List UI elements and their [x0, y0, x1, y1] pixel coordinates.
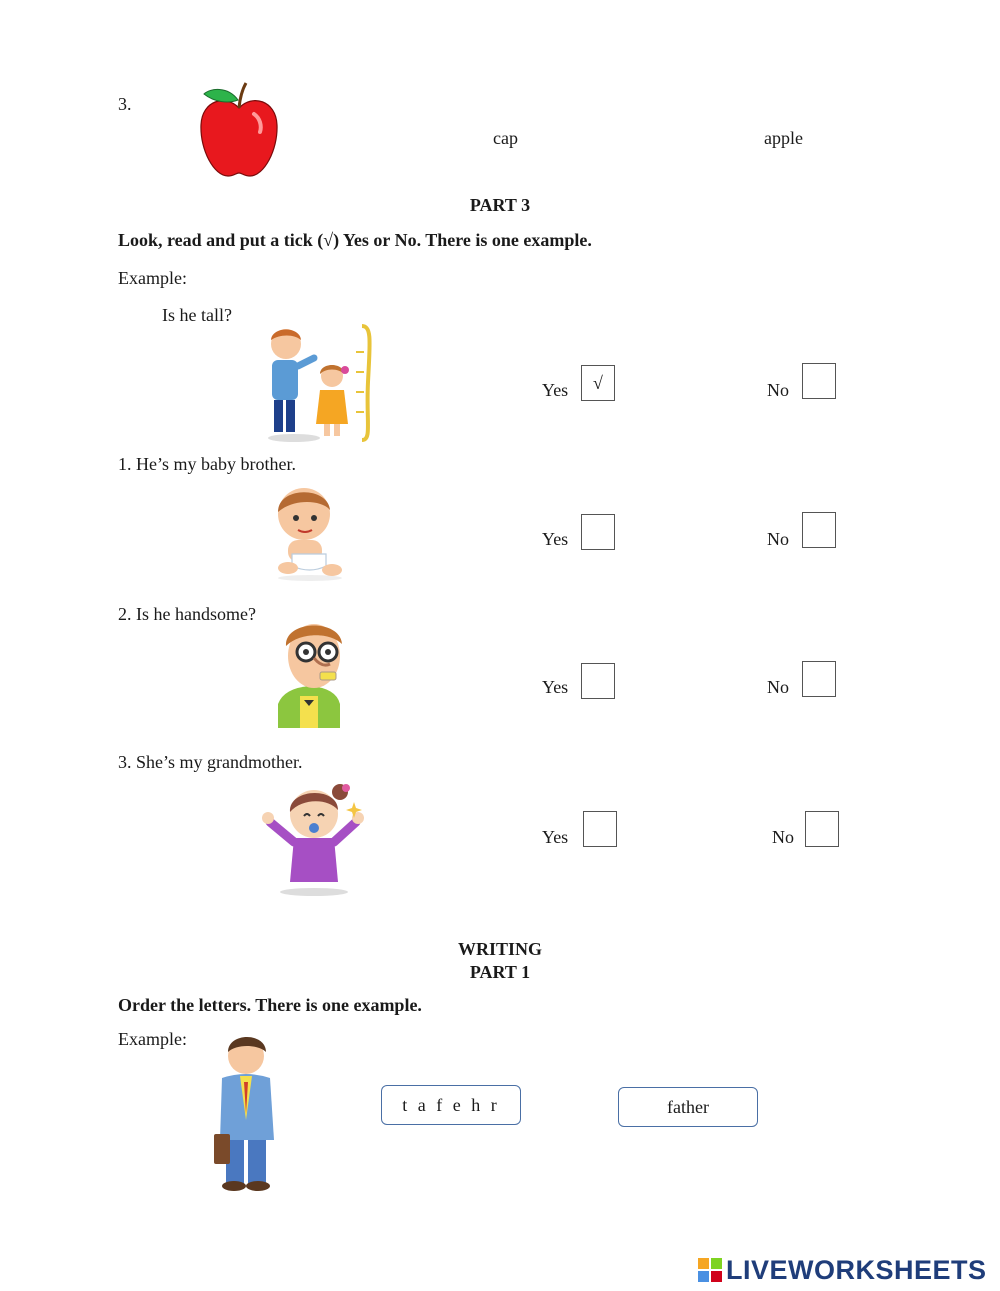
q1-no-label: No [767, 529, 789, 549]
q2-no-checkbox[interactable] [802, 661, 836, 697]
writing-instruction: Order the letters. There is one example. [118, 995, 422, 1015]
liveworksheets-logo[interactable] [698, 1255, 987, 1285]
part3-instruction: Look, read and put a tick (√) Yes or No. There is one example. [118, 230, 592, 250]
answer-box[interactable]: father [618, 1087, 758, 1127]
writing-part-title: PART 1 [469, 962, 531, 982]
baby-brother-image [270, 484, 350, 582]
q3-yes-checkbox[interactable] [583, 811, 617, 847]
baby-girl-image [258, 778, 368, 896]
q1-yes-label: Yes [542, 529, 569, 549]
question-1: 1. He’s my baby brother. [118, 454, 296, 474]
writing-example-label: Example: [118, 1029, 187, 1049]
example-no-checkbox[interactable] [802, 363, 836, 399]
father-image [208, 1030, 290, 1192]
writing-title: WRITING [457, 939, 542, 959]
nerdy-man-image [270, 616, 354, 728]
example-yes-label: Yes [542, 380, 569, 400]
apple-image [196, 80, 282, 180]
logo-icon [698, 1258, 722, 1282]
q1-no-checkbox[interactable] [802, 512, 836, 548]
question-2: 2. Is he handsome? [118, 604, 256, 624]
q3-no-checkbox[interactable] [805, 811, 839, 847]
q2-no-label: No [767, 677, 789, 697]
q3-yes-label: Yes [542, 827, 569, 847]
q2-yes-checkbox[interactable] [581, 663, 615, 699]
q1-yes-checkbox[interactable] [581, 514, 615, 550]
example-question: Is he tall? [162, 305, 232, 325]
example-no-label: No [767, 380, 789, 400]
example-label: Example: [118, 268, 187, 288]
example-yes-checkbox[interactable]: √ [581, 365, 615, 401]
option-apple: apple [764, 128, 803, 148]
scrambled-letters-box: t a f e h r [381, 1085, 521, 1125]
item-number: 3. [118, 94, 132, 114]
tall-boy-image [254, 322, 376, 444]
logo-text: LIVEWORKSHEETS [726, 1254, 987, 1285]
option-cap: cap [493, 128, 518, 148]
question-3: 3. She’s my grandmother. [118, 752, 303, 772]
part3-title: PART 3 [469, 195, 531, 215]
q3-no-label: No [772, 827, 794, 847]
q2-yes-label: Yes [542, 677, 569, 697]
